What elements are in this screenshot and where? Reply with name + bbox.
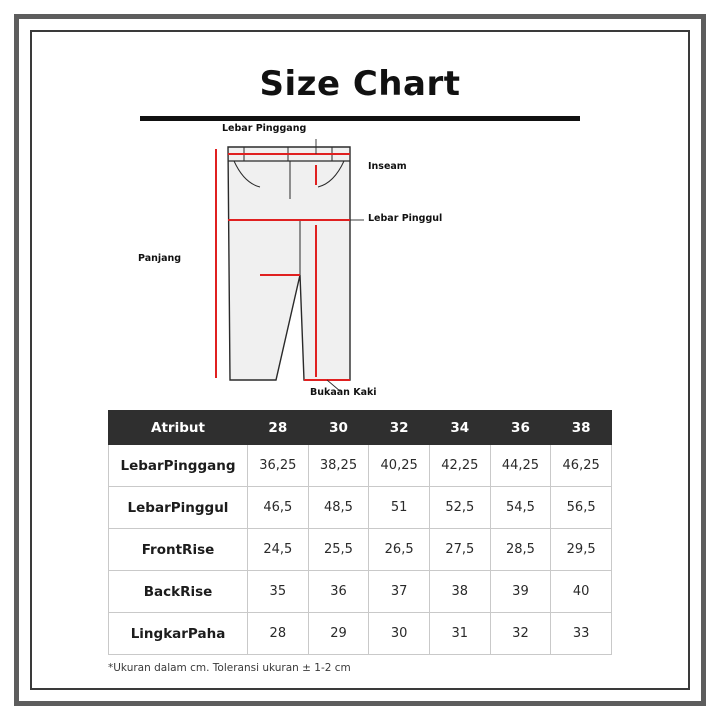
label-panjang: Panjang	[138, 253, 182, 264]
cell: 46,5	[248, 487, 309, 529]
row-label-lebarpinggang: LebarPinggang	[109, 445, 248, 487]
column-header-34: 34	[429, 411, 490, 445]
cell: 27,5	[429, 529, 490, 571]
column-header-28: 28	[248, 411, 309, 445]
column-header-36: 36	[490, 411, 551, 445]
cell: 39	[490, 571, 551, 613]
cell: 46,25	[551, 445, 612, 487]
label-lebar-pinggul: Lebar Pinggul	[368, 213, 443, 224]
cell: 36	[308, 571, 369, 613]
cell: 26,5	[369, 529, 430, 571]
cell: 37	[369, 571, 430, 613]
cell: 48,5	[308, 487, 369, 529]
cell: 35	[248, 571, 309, 613]
cell: 52,5	[429, 487, 490, 529]
title-underline	[140, 116, 580, 121]
label-lebar-pinggang: Lebar Pinggang	[222, 123, 307, 134]
cell: 32	[490, 613, 551, 655]
cell: 38,25	[308, 445, 369, 487]
table-header-row	[109, 411, 612, 445]
column-header-atribut: Atribut	[109, 411, 248, 445]
size-table-head	[109, 411, 612, 445]
cell: 24,5	[248, 529, 309, 571]
pants-diagram	[40, 125, 680, 407]
size-table-wrapper	[108, 410, 612, 674]
cell: 51	[369, 487, 430, 529]
cell: 30	[369, 613, 430, 655]
column-header-32: 32	[369, 411, 430, 445]
cell: 40	[551, 571, 612, 613]
cell: 56,5	[551, 487, 612, 529]
table-row	[109, 613, 612, 655]
row-label-lebarpinggul: LebarPinggul	[109, 487, 248, 529]
cell: 40,25	[369, 445, 430, 487]
cell: 28,5	[490, 529, 551, 571]
page-content	[40, 40, 680, 680]
cell: 38	[429, 571, 490, 613]
cell: 42,25	[429, 445, 490, 487]
cell: 29,5	[551, 529, 612, 571]
row-label-backrise: BackRise	[109, 571, 248, 613]
cell: 28	[248, 613, 309, 655]
cell: 36,25	[248, 445, 309, 487]
column-header-30: 30	[308, 411, 369, 445]
cell: 44,25	[490, 445, 551, 487]
measurement-note: *Ukuran dalam cm. Toleransi ukuran ± 1-2 cm	[108, 662, 351, 674]
label-bukaan-kaki: Bukaan Kaki	[310, 387, 377, 398]
size-table-body	[109, 445, 612, 655]
page-title: Size Chart	[259, 64, 461, 104]
label-inseam: Inseam	[368, 161, 407, 172]
table-row	[109, 487, 612, 529]
cell: 54,5	[490, 487, 551, 529]
table-row	[109, 445, 612, 487]
column-header-38: 38	[551, 411, 612, 445]
row-label-lingkarpaha: LingkarPaha	[109, 613, 248, 655]
cell: 33	[551, 613, 612, 655]
table-row	[109, 571, 612, 613]
cell: 25,5	[308, 529, 369, 571]
cell: 29	[308, 613, 369, 655]
cell: 31	[429, 613, 490, 655]
row-label-frontrise: FrontRise	[109, 529, 248, 571]
table-row	[109, 529, 612, 571]
size-table	[108, 410, 612, 655]
